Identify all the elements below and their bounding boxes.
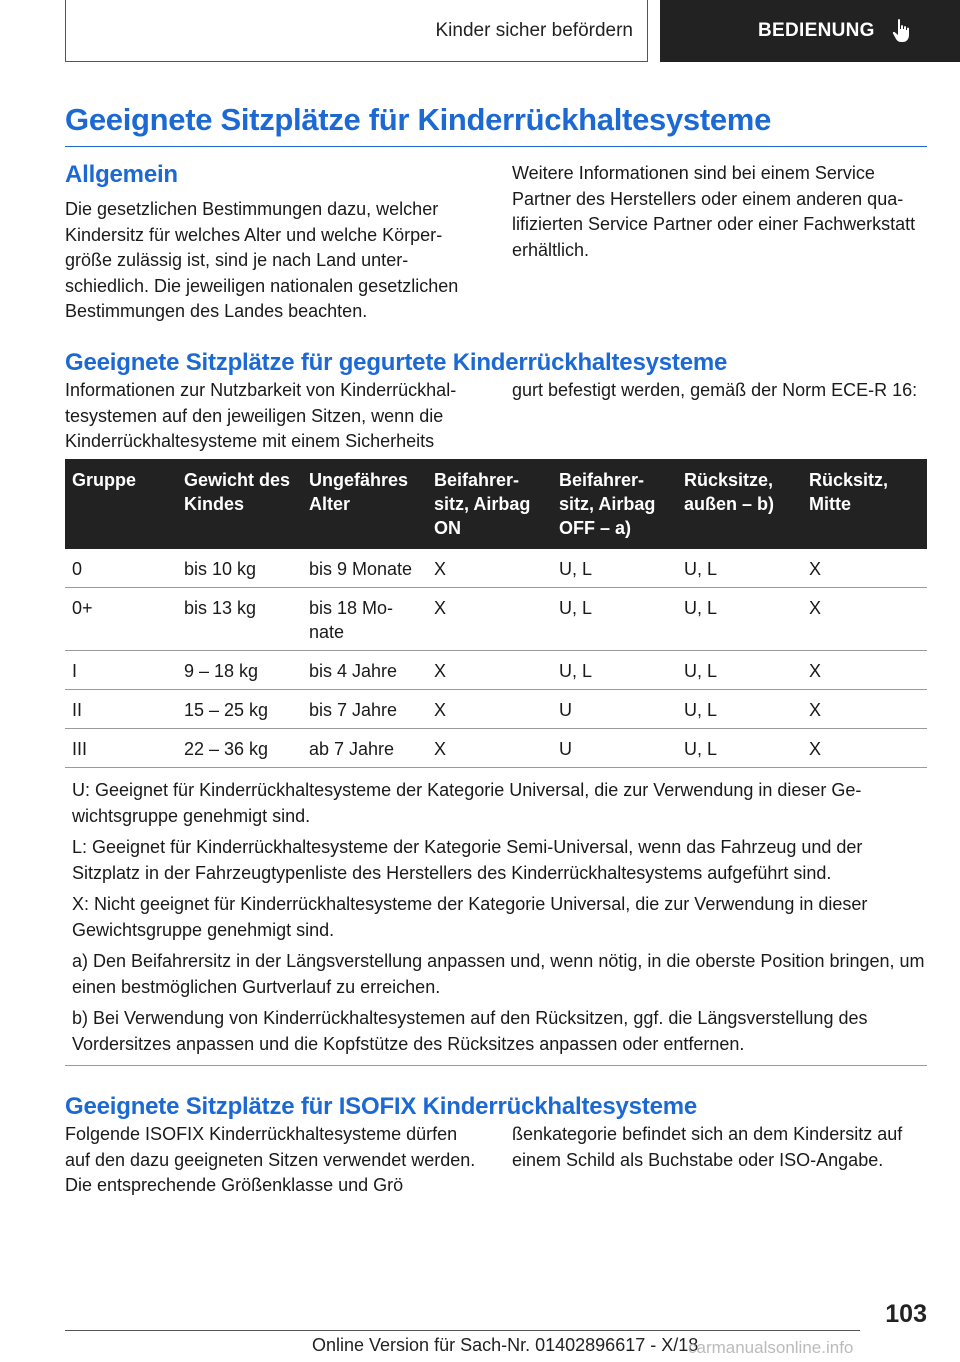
table-cell: X [427,690,552,729]
table-row [65,651,927,690]
header-passenger-airbag-on: Beifahrersitz, Airbag ON [427,459,552,549]
table-cell: U [552,729,677,768]
table-cell: bis 4 Jahre [302,651,427,690]
table-cell: bis 13 kg [177,588,302,651]
table-cell: U, L [552,651,677,690]
page-number: 103 [885,1300,927,1328]
watermark-text: carmanualsonline.info [688,1338,854,1357]
isofix-text-right-column [512,1122,927,1173]
table-cell: X [427,729,552,768]
header-group: Gruppe [65,459,177,549]
note-b-rear-seats: b) Bei Verwendung von Kinderrückhaltesystemen auf den Rücksitzen, ggf. die Längsverstellung des Vordersitzes anpassen und die Kopfstütze des Rücksitzes anpassen oder entfernen. [72,1008,868,1054]
table-cell: III [65,729,177,768]
table-cell: bis 9 Monate [302,549,427,588]
table-cell: X [802,690,927,729]
belted-text-right-column [512,378,927,404]
table-cell: U, L [677,651,802,690]
isofix-text-left-column [65,1122,480,1199]
online-version-text: Online Version für Sach-Nr. 01402896617 - X/18 [312,1335,699,1355]
header-age: Ungefähres Alter [302,459,427,549]
note-semi-universal: L: Geeignet für Kinderrückhaltesysteme der Kategorie Semi-Universal, wenn das Fahrzeug und der Sitzplatz in der Fahrzeugtypenliste des Herstellers des Kinderrückhaltesystems aufgeführt sind. [72,837,863,883]
isofix-text-left: Folgende ISOFIX Kinderrückhaltesysteme dürfen auf den dazu geeigneten Sitzen verwendet werden. Die entsprechende Größenklasse und Grö [65,1124,476,1195]
table-cell: X [427,549,552,588]
table-cell: X [802,588,927,651]
table-cell: 15 – 25 kg [177,690,302,729]
table-cell: X [427,588,552,651]
table-cell: I [65,651,177,690]
footer-divider [65,1330,860,1331]
note-not-suitable: X: Nicht geeignet für Kinderrückhaltesysteme der Kategorie Universal, die zur Verwendung in dieser Gewichtsgruppe genehmigt sind. [72,894,868,940]
table-cell: U, L [552,549,677,588]
table-cell: bis 18 Monate [302,588,427,651]
table-cell: X [802,651,927,690]
table-cell: U, L [677,690,802,729]
table-cell: X [802,549,927,588]
belted-text-right: gurt befestigt werden, gemäß der Norm ECE-R 16: [512,380,918,400]
seat-suitability-table [65,459,927,768]
table-cell: bis 10 kg [177,549,302,588]
hand-pointer-icon [891,18,913,44]
table-cell: U, L [552,588,677,651]
header-rear-middle: Rücksitz, Mitte [802,459,927,549]
table-cell: X [427,651,552,690]
general-text-right-column [512,161,927,263]
belted-heading: Geeignete Sitzplätze für gegurtete Kinderrückhaltesysteme [65,349,728,376]
page-title: Geeignete Sitzplätze für Kinderrückhaltesysteme [65,102,927,147]
general-text-left-column [65,197,480,325]
section-header [660,0,960,62]
general-heading: Allgemein [65,161,178,188]
table-cell: ab 7 Jahre [302,729,427,768]
note-a-passenger-seat: a) Den Beifahrersitz in der Längsverstellung anpassen und, wenn nötig, in die oberste Position bringen, um einen bestmöglichen Gurtverlauf zu erreichen. [72,951,925,997]
table-row [65,588,927,651]
table-cell: 0 [65,549,177,588]
table-header-row [65,459,927,549]
table-cell: 9 – 18 kg [177,651,302,690]
general-text-right: Weitere Informationen sind bei einem Service Partner des Herstellers oder einem anderen qualifizierten Service Partner oder einer Fachwerkstatt erhältlich. [512,163,916,260]
table-row [65,729,927,768]
isofix-heading: Geeignete Sitzplätze für ISOFIX Kinderrückhaltesysteme [65,1093,698,1120]
header-passenger-airbag-off: Beifahrersitz, Airbag OFF – a) [552,459,677,549]
table-cell: U, L [677,729,802,768]
table-cell: 22 – 36 kg [177,729,302,768]
header-rear-outer: Rücksitze, außen – b) [677,459,802,549]
chapter-header [65,0,648,62]
table-notes [65,778,927,1066]
header-weight: Gewicht des Kindes [177,459,302,549]
table-cell: U [552,690,677,729]
table-cell: 0+ [65,588,177,651]
belted-text-left: Informationen zur Nutzbarkeit von Kinderrückhaltesystemen auf den jeweiligen Sitzen, wenn die Kinderrückhaltesysteme mit einem Sicherheits [65,380,457,451]
table-cell: bis 7 Jahre [302,690,427,729]
note-universal: U: Geeignet für Kinderrückhaltesysteme der Kategorie Universal, die zur Verwendung in dieser Gewichtsgruppe genehmigt sind. [72,780,862,826]
table-cell: U, L [677,549,802,588]
general-text-left: Die gesetzlichen Bestimmungen dazu, welcher Kindersitz für welches Alter und welche Körpergröße zulässig ist, sind je nach Land unterschiedlich. Die jeweiligen nationalen gesetzlichen Bestimmungen des Landes beachten. [65,199,459,321]
belted-text-left-column [65,378,480,455]
table-row [65,690,927,729]
table-cell: U, L [677,588,802,651]
isofix-text-right: ßenkategorie befindet sich an dem Kindersitz auf einem Schild als Buchstabe oder ISO-Angabe. [512,1124,903,1170]
section-title: BEDIENUNG [758,20,875,41]
table-row [65,549,927,588]
chapter-title: Kinder sicher befördern [435,19,633,41]
table-cell: X [802,729,927,768]
table-cell: II [65,690,177,729]
